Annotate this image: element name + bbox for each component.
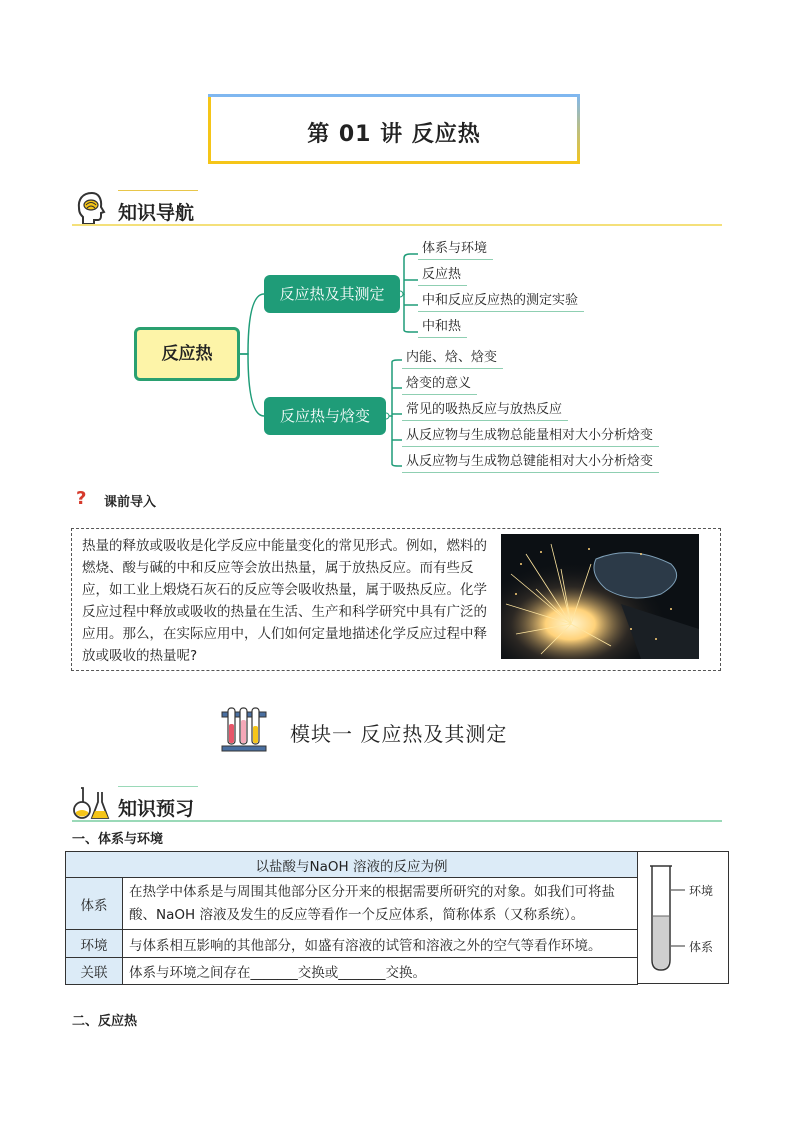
system-label: 体系 <box>689 940 714 954</box>
system-environment-table <box>65 851 638 985</box>
row-text: 在热学中体系是与周围其他部分区分开来的根据需要所研究的对象。如我们可将盐酸、NaOH 溶液及发生的反应等看作一个反应体系，简称体系（又称系统）。 <box>123 878 638 930</box>
row-label: 关联 <box>66 958 123 985</box>
table-row <box>66 930 638 958</box>
page-title: 第 01 讲 反应热 <box>307 122 481 147</box>
test-tube-diagram <box>637 851 729 984</box>
mindmap-leaf: 内能、焓、焓变 <box>406 346 497 365</box>
row-label: 体系 <box>66 878 123 930</box>
row-text: 体系与环境之间存在_______交换或_______交换。 <box>123 958 638 985</box>
row-text: 与体系相互影响的其他部分，如盛有溶液的试管和溶液之外的空气等看作环境。 <box>123 930 638 958</box>
knowledge-preview-label: 知识预习 <box>118 798 195 820</box>
test-tube-icon <box>637 852 729 985</box>
module-title: 模块一 反应热及其测定 <box>290 722 508 746</box>
table-header: 以盐酸与NaOH 溶液的反应为例 <box>66 852 638 878</box>
lab-flask-icon <box>72 784 112 824</box>
mindmap-branch-1: 反应热及其测定 <box>264 275 400 313</box>
row-label: 环境 <box>66 930 123 958</box>
table-row <box>66 958 638 985</box>
mindmap-leaf: 中和热 <box>422 315 461 334</box>
mindmap-branch-2: 反应热与焓变 <box>264 397 386 435</box>
mindmap-leaf: 中和反应反应热的测定实验 <box>422 289 578 308</box>
intro-box <box>71 528 721 671</box>
mindmap-root: 反应热 <box>134 327 240 381</box>
environment-label: 环境 <box>689 884 714 898</box>
welding-sparks-image <box>501 534 699 659</box>
section-heading-1: 一、体系与环境 <box>72 832 164 847</box>
knowledge-preview-header <box>72 784 722 824</box>
intro-text: 热量的释放或吸收是化学反应中能量变化的常见形式。例如，燃料的燃烧、酸与碱的中和反应等会放出热量，属于放热反应。而有些反应，如工业上煅烧石灰石的反应等会吸收热量，属于吸热反应。化学反应过程中释放或吸收的热量在生活、生产和科学研究中具有广泛的应用。那么，在实际应用中，人们如何定量地描述化学反应过程中释放或吸收的热量呢? <box>82 538 487 664</box>
intro-label: 课前导入 <box>104 495 157 510</box>
question-mark-icon: ? <box>76 488 87 509</box>
mindmap-leaf: 反应热 <box>422 263 461 282</box>
mindmap-leaf: 从反应物与生成物总键能相对大小分析焓变 <box>406 450 653 469</box>
mindmap-leaf: 从反应物与生成物总能量相对大小分析焓变 <box>406 424 653 443</box>
mindmap-leaf: 体系与环境 <box>422 237 487 256</box>
mindmap-leaf: 常见的吸热反应与放热反应 <box>406 398 562 417</box>
mindmap-leaf: 焓变的意义 <box>406 372 471 391</box>
mindmap-connectors <box>0 0 794 500</box>
knowledge-nav-label: 知识导航 <box>118 202 195 224</box>
test-tubes-icon <box>220 706 268 754</box>
section-heading-2: 二、反应热 <box>72 1014 138 1029</box>
table-row <box>66 878 638 930</box>
